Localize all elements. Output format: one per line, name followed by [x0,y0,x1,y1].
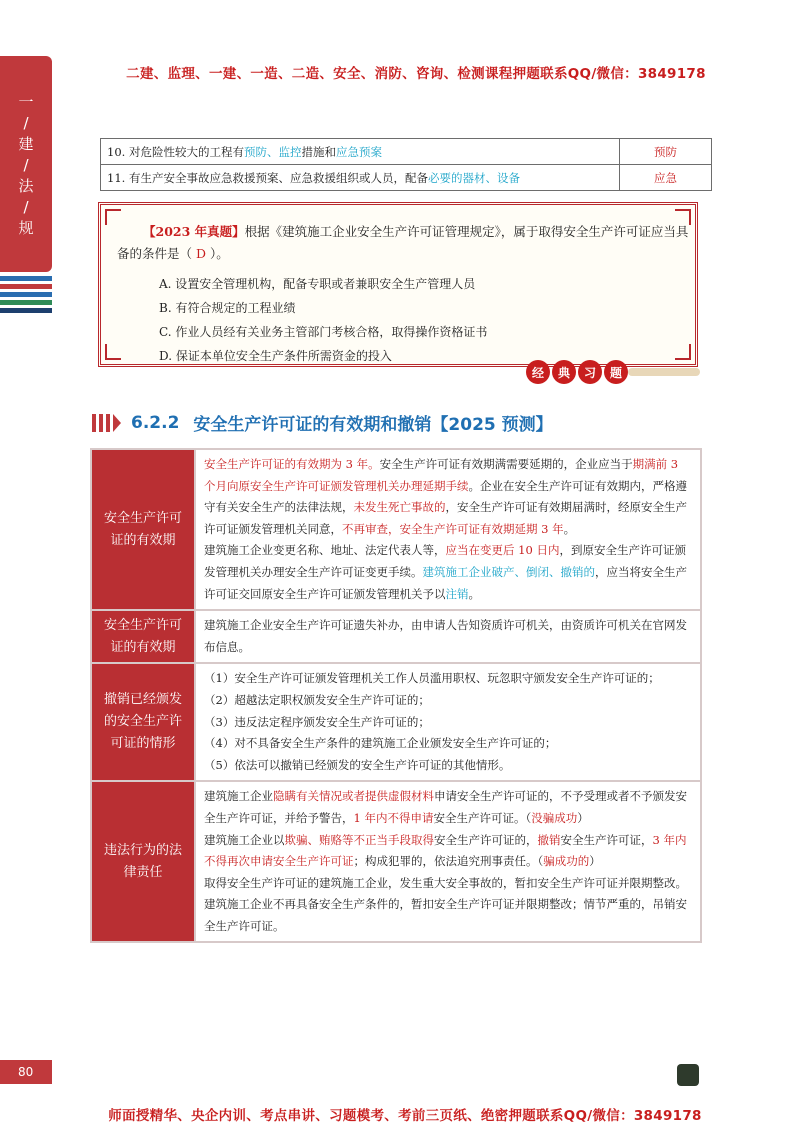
classic-exercise-badge: 经 典 习 题 [526,360,628,384]
table-cell: 11. 有生产安全事故应急救援预案、应急救援组织或人员，配备必要的器材、设备 [101,165,620,191]
table-row [101,139,712,165]
row-content: 建筑施工企业安全生产许可证遗失补办，由申请人告知资质许可机关，由资质许可机关在官网发布信息。 [195,610,701,663]
row-label: 安全生产许可证的有效期 [91,449,195,610]
side-tab-divider: / [23,198,29,216]
section-number: 6.2.2 [131,412,180,433]
table-row [91,781,701,942]
exam-option: B. 有符合规定的工程业绩 [159,301,296,315]
page-number: 80 [0,1060,52,1084]
side-tab-divider: / [23,156,29,174]
bottom-contact-banner: 师面授精华、央企内训、考点串讲、习题模考、考前三页纸、绝密押题联系QQ/微信：3849178 [108,1108,702,1124]
exam-option: A. 设置安全管理机构，配备专职或者兼职安全生产管理人员 [159,277,476,291]
list-item: （1）安全生产许可证颁发管理机关工作人员滥用职权、玩忽职守颁发安全生产许可证的； [204,671,660,686]
book-logo-icon [677,1064,699,1086]
section-bars-icon [92,414,121,432]
section-heading [92,410,553,435]
side-tab-divider: / [23,114,29,132]
list-item: （2）超越法定职权颁发安全生产许可证的； [204,692,430,707]
row-content: 建筑施工企业隐瞒有关情况或者提供虚假材料申请安全生产许可证的，不予受理或者不予颁发安全生产许可证，并给予警告，1 年内不得申请安全生产许可证。（没骗成功） 建筑施工企业以欺骗、贿赂等不正当手段取得安全生产许可证的，撤销安全生产许可证，3 年内不得再次申请安全生产许可证；构成犯罪的，依法追究刑事责任。（骗成功的） 取得安全生产许可证的建筑施工企业，发生重大安全事故的，暂扣安全生产许可证并限期整改。 建筑施工企业不再具备安全生产条件的，暂扣安全生产许可证并限期整改；情节严重的，吊销安全生产许可证。 [195,781,701,942]
top-contact-banner: 二建、监理、一建、一造、二造、安全、消防、咨询、检测课程押题联系QQ/微信：3849178 [126,66,706,82]
side-tab-char: 法 [18,177,34,195]
table-row [91,610,701,663]
table-cell: 10. 对危险性较大的工程有预防、监控措施和应急预案 [101,139,620,165]
side-tab-char: 建 [18,135,34,153]
side-tab-char: 一 [18,93,34,111]
table-row [91,663,701,781]
exam-year-tag: 【2023 年真题】 [143,224,245,239]
points-table [100,138,712,191]
exam-answer: D [192,246,210,261]
answer-cell: 预防 [620,139,712,165]
list-item: （4）对不具备安全生产条件的建筑施工企业颁发安全生产许可证的； [204,736,557,751]
row-label: 违法行为的法律责任 [91,781,195,942]
side-tab-char: 规 [18,219,34,237]
exam-question-stem: 【2023 年真题】根据《建筑施工企业安全生产许可证管理规定》，属于取得安全生产许可证应当具备的条件是（ D ）。 [117,224,689,261]
side-decor-stripes [0,276,52,316]
license-table [90,448,702,943]
row-label: 撤销已经颁发的安全生产许可证的情形 [91,663,195,781]
badge-decor-bar [628,368,700,376]
row-content: 安全生产许可证的有效期为 3 年。安全生产许可证有效期满需要延期的，企业应当于期满前 3 个月向原安全生产许可证颁发管理机关办理延期手续。企业在安全生产许可证有效期内，严格遵守有关安全生产的法律法规，未发生死亡事故的，安全生产许可证有效期届满时，经原安全生产许可证颁发管理机关同意，不再审查，安全生产许可证有效期延期 3 年。 建筑施工企业变更名称、地址、法定代表人等，应当在变更后 10 日内，到原安全生产许可证颁发管理机关办理安全生产许可证变更手续。建筑施工企业破产、倒闭、撤销的，应当将安全生产许可证交回原安全生产许可证颁发管理机关予以注销。 [195,449,701,610]
exam-option: D. 保证本单位安全生产条件所需资金的投入 [159,349,392,363]
list-item: （3）违反法定程序颁发安全生产许可证的； [204,714,430,729]
chapter-side-tab [0,56,52,272]
answer-cell: 应急 [620,165,712,191]
section-title: 安全生产许可证的有效期和撤销【2025 预测】 [193,415,553,435]
exam-question-box [98,202,698,367]
table-row [101,165,712,191]
table-row [91,449,701,610]
row-content [195,663,701,781]
row-label: 安全生产许可证的有效期 [91,610,195,663]
exam-option: C. 作业人员经有关业务主管部门考核合格，取得操作资格证书 [159,325,488,339]
list-item: （5）依法可以撤销已经颁发的安全生产许可证的其他情形。 [204,757,511,772]
